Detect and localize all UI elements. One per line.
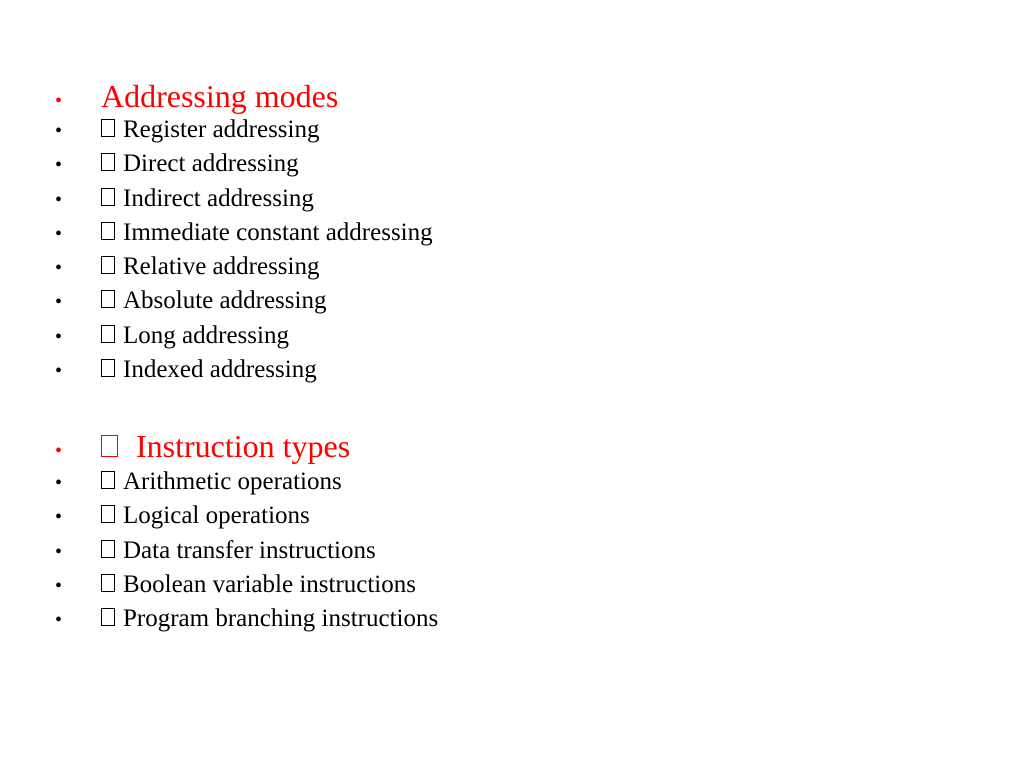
missing-glyph-icon xyxy=(101,505,115,523)
bullet-icon: • xyxy=(55,188,63,211)
missing-glyph-icon xyxy=(101,435,118,457)
missing-glyph-icon xyxy=(101,119,115,137)
list-item xyxy=(55,116,755,150)
missing-glyph-icon xyxy=(101,325,115,343)
bullet-icon: • xyxy=(55,154,63,177)
bullet-icon: • xyxy=(55,506,63,529)
section-heading xyxy=(55,428,755,468)
heading-text: Addressing modes xyxy=(101,78,339,114)
list-item-text: Boolean variable instructions xyxy=(123,570,416,598)
list-item-text: Immediate constant addressing xyxy=(123,218,433,246)
list-item xyxy=(55,322,755,356)
bullet-icon: • xyxy=(55,90,63,112)
list-item xyxy=(55,287,755,321)
missing-glyph-icon xyxy=(101,188,115,206)
bullet-icon: • xyxy=(55,325,63,348)
list-item-text: Data transfer instructions xyxy=(123,536,376,564)
list-item-text: Register addressing xyxy=(123,116,320,143)
section-heading xyxy=(55,78,755,116)
list-item-text: Indirect addressing xyxy=(123,184,314,212)
list-item-text: Logical operations xyxy=(123,502,310,530)
bullet-icon: • xyxy=(55,222,63,245)
list-item xyxy=(55,605,755,639)
list-item xyxy=(55,571,755,605)
list-item-text: Relative addressing xyxy=(123,253,320,281)
list-item-text: Program branching instructions xyxy=(123,605,439,633)
bullet-icon: • xyxy=(55,540,63,563)
missing-glyph-icon xyxy=(101,290,115,308)
list-item xyxy=(55,468,755,502)
missing-glyph-icon xyxy=(101,222,115,240)
missing-glyph-icon xyxy=(101,540,115,558)
bullet-icon: • xyxy=(55,360,63,383)
heading-text: Instruction types xyxy=(136,428,351,464)
bullet-icon: • xyxy=(55,609,63,632)
bullet-icon: • xyxy=(55,257,63,280)
list-item xyxy=(55,356,755,390)
bullet-icon: • xyxy=(55,440,63,462)
missing-glyph-icon xyxy=(101,471,115,489)
bullet-icon: • xyxy=(55,291,63,314)
list-item xyxy=(55,185,755,219)
list-item xyxy=(55,219,755,253)
missing-glyph-icon xyxy=(101,256,115,274)
list-item xyxy=(55,150,755,184)
list-item-text: Indexed addressing xyxy=(123,356,317,384)
list-item-text: Direct addressing xyxy=(123,150,299,178)
missing-glyph-icon xyxy=(101,359,115,377)
list-item xyxy=(55,502,755,536)
missing-glyph-icon xyxy=(101,574,115,592)
bullet-icon: • xyxy=(55,120,63,142)
list-item xyxy=(55,253,755,287)
list-item-text: Arithmetic operations xyxy=(123,468,342,495)
bullet-icon: • xyxy=(55,472,63,494)
list-item-text: Long addressing xyxy=(123,321,289,349)
addressing-modes-section xyxy=(55,78,755,390)
bullet-icon: • xyxy=(55,574,63,597)
list-item-text: Absolute addressing xyxy=(123,287,327,315)
missing-glyph-icon xyxy=(101,608,115,626)
missing-glyph-icon xyxy=(101,153,115,171)
list-item xyxy=(55,537,755,571)
instruction-types-section xyxy=(55,428,755,639)
